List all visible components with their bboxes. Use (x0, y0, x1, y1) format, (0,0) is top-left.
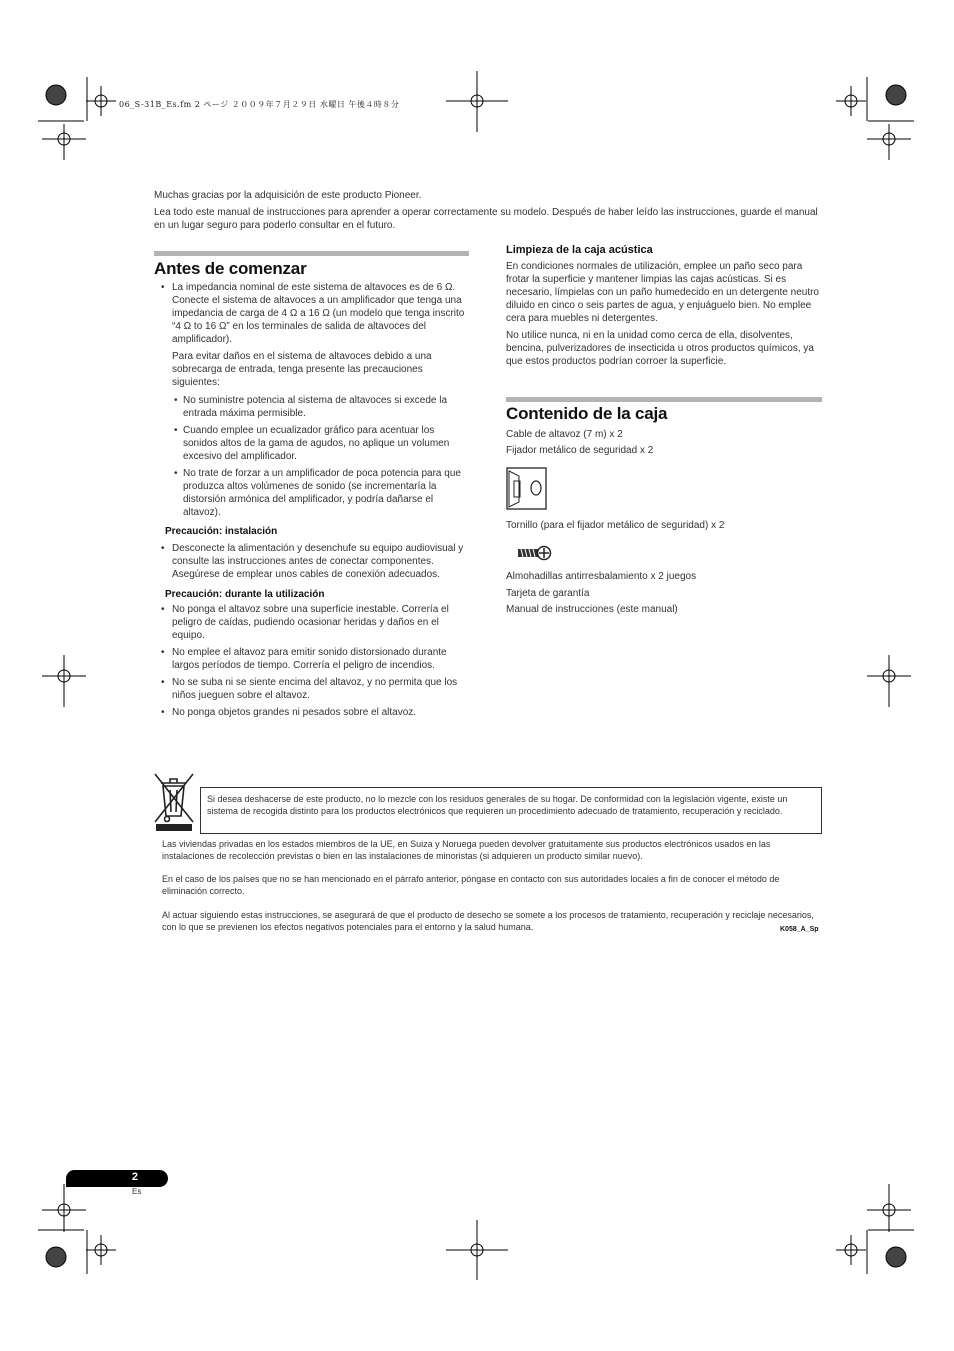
contents-item-bracket: Fijador metálico de seguridad x 2 (506, 445, 654, 456)
list-item: • Cuando emplee un ecualizador gráfico para acentuar los sonidos altos de la gama de agudos, no aplique un volumen excesivo del amplificador. (172, 424, 470, 463)
list-item: • No emplee el altavoz para emitir sonido distorsionado durante largos períodos de tiempo. Correría el peligro de incendios. (154, 646, 470, 672)
heading-clean: Limpieza de la caja acústica (506, 244, 653, 256)
clean-paragraph-2: No utilice nunca, ni en la unidad como cerca de ella, disolventes, bencina, pulverizadores de insecticida u otros productos químicos, ya que estos productos podrían corroer la superficie. (506, 330, 814, 367)
list-item: • No trate de forzar a un amplificador de poca potencia para que produzca altos volúmenes de sonido (se incrementaría la distorsión armónica del amplificador, y podría dañarse el altavoz). (172, 467, 470, 519)
weee-paragraph-3: Al actuar siguiendo estas instrucciones, se asegurará de que el producto de desecho se somete a los procesos de tratamiento, recuperación y reciclaje necesarios, con lo que se previenen los efectos negativos potenciales para el entorno y la salud humana. (162, 910, 814, 932)
list-item: • No ponga objetos grandes ni pesados sobre el altavoz. (154, 706, 470, 719)
intro (154, 189, 824, 236)
contents-item-manual: Manual de instrucciones (este manual) (506, 604, 678, 615)
section-rule (506, 397, 822, 402)
page-badge (66, 1170, 168, 1187)
contents-section (506, 404, 824, 424)
section-rule (154, 251, 469, 256)
heading-use: Precaución: durante la utilización (165, 589, 325, 600)
weee-bin-icon (153, 772, 195, 832)
intro-read-manual: Lea todo este manual de instrucciones para aprender a operar correctamente su modelo. Después de haber leído las instrucciones, guarde el manual en un lugar seguro para poderlo consultar en el futuro. (154, 207, 818, 231)
heading-install: Precaución: instalación (165, 526, 278, 537)
section-title-contenido: Contenido de la caja (506, 404, 668, 423)
list-item: • Desconecte la alimentación y desenchufe su equipo audiovisual y consulte las instrucciones antes de conectar componentes. Asegúrese de emplear unos cables de conexión adecuados. (154, 542, 470, 581)
overload-text: Para evitar daños en el sistema de altavoces debido a una sobrecarga de entrada, tenga presente las precauciones siguientes: (172, 351, 432, 388)
list-item: • No ponga el altavoz sobre una superficie inestable. Correría el peligro de caídas, pudiendo ocasionar heridas y daños en el equipo. (154, 603, 470, 642)
contents-item-pads: Almohadillas antirresbalamiento x 2 juegos (506, 571, 697, 582)
impedance-text: La impedancia nominal de este sistema de altavoces es de 6 Ω. Conecte el sistema de altavoces a un amplificador que tenga una impedancia de carga de 4 Ω a 16 Ω (un modelo que tenga inscrito “4 Ω to 16 Ω” en los terminales de salida de altavoces del amplificador). (172, 282, 465, 345)
weee-box-text: Si desea deshacerse de este producto, no lo mezcle con los residuos generales de su hogar. De conformidad con la legislación vigente, existe un sistema de recogida distinto para los productos electrónicos que requieren un procedimiento adecuado de tratamiento, recuperación y reciclado. (207, 794, 788, 816)
contents-item-screw: Tornillo (para el fijador metálico de seguridad) x 2 (506, 520, 725, 531)
contents-item-warranty: Tarjeta de garantía (506, 588, 590, 599)
weee-notice-box (200, 787, 822, 834)
left-column (154, 259, 470, 723)
list-item: • No suministre potencia al sistema de altavoces si excede la entrada máxima permisible. (172, 394, 470, 420)
weee-paragraph-2: En el caso de los países que no se han mencionado en el párrafo anterior, póngase en contacto con sus autoridades locales a fin de conocer el método de eliminación correcto. (162, 874, 780, 896)
file-header: 06_S-31B_Es.fm 2 ページ ２００９年７月２９日 水曜日 午後４時８分 (119, 100, 400, 109)
list-item: • No se suba ni se siente encima del altavoz, y no permita que los niños jueguen sobre el altavoz. (154, 676, 470, 702)
weee-code: K058_A_Sp (780, 926, 819, 933)
right-column (506, 244, 824, 372)
screw-icon (516, 544, 552, 562)
intro-thanks: Muchas gracias por la adquisición de este producto Pioneer. (154, 190, 422, 201)
list-item (154, 281, 470, 519)
security-bracket-icon (506, 467, 548, 511)
page-number: 2 (131, 1171, 138, 1183)
page-language: Es (132, 1187, 142, 1196)
contents-item-cable: Cable de altavoz (7 m) x 2 (506, 429, 623, 440)
weee-paragraph-1: Las viviendas privadas en los estados miembros de la UE, en Suiza y Noruega pueden devolver gratuitamente sus productos electrónicos usados en las instalaciones de recolección previstas o bien en las instalaciones de minoristas (si adquieren un producto similar nuevo). (162, 839, 771, 861)
clean-paragraph-1: En condiciones normales de utilización, emplee un paño seco para frotar la superficie y mantener limpias las cajas acústicas. Si es necesario, límpielas con un paño humedecido en un detergente neutro diluido en cinco o seis partes de agua, y enjuáguelo bien. No emplee cera para muebles ni detergentes. (506, 261, 819, 324)
section-title-antes: Antes de comenzar (154, 259, 307, 278)
